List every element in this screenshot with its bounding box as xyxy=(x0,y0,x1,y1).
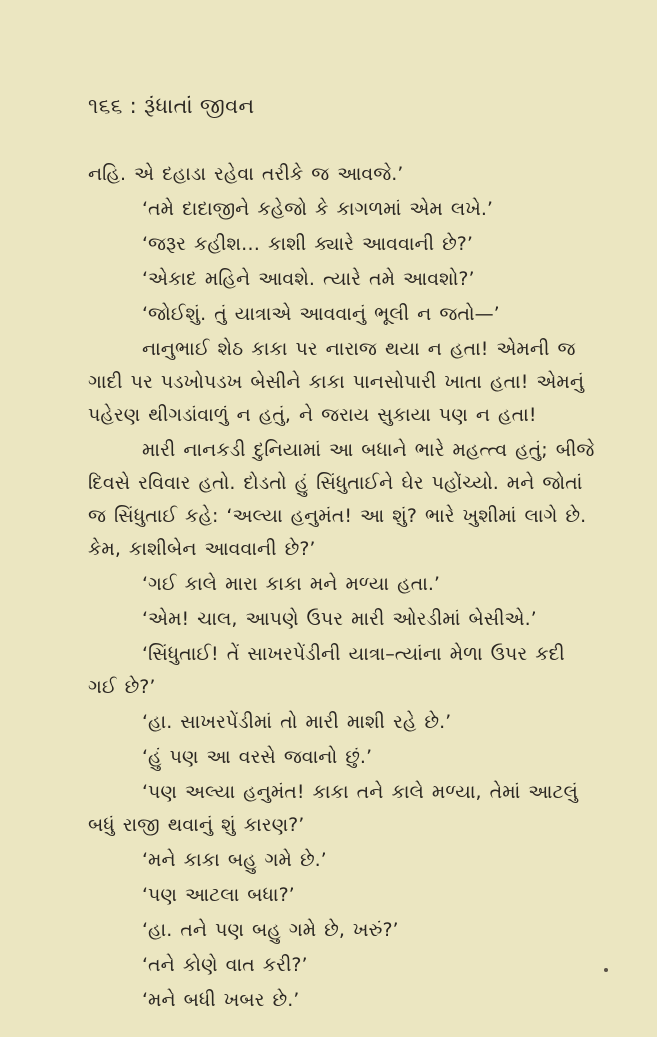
paragraph: ‘હા. તને પણ બહુ ગમે છે, ખરું?’ xyxy=(142,919,399,941)
paragraph: ‘મને કાકા બહુ ગમે છે.’ xyxy=(142,849,327,871)
paragraph: ‘હું પણ આ વરસે જવાનો છું.’ xyxy=(142,746,373,768)
paragraph: નહિ. એ દહાડા રહેવા તરીકે જ આવજે.’ xyxy=(88,163,404,185)
paragraph: નાનુભાઈ શેઠ કાકા પર નારાજ થયા ન હતા! એમની જ ગાદી પર પડખોપડખ બેસીને કાકા પાનસોપારી ખાતા હતા! એમનું પહેરણ થીગડાંવાળું ન હતું, ને જરાય સુકાયા પણ ન હતા! xyxy=(88,338,584,426)
paragraph: ‘મને બધી ખબર છે.’ xyxy=(142,989,300,1011)
paragraph: ‘ગઈ કાલે મારા કાકા મને મળ્યા હતા.’ xyxy=(142,573,440,595)
paragraph: ‘જોઈશું. તું યાત્રાએ આવવાનું ભૂલી ન જતો—’ xyxy=(142,303,500,325)
paragraph: ‘તને કોણે વાત કરી?’ xyxy=(142,954,308,976)
paragraph: ‘પણ અલ્યા હનુમંત! કાકા તને કાલે મળ્યા, તેમાં આટલું બધું રાજી થવાનું શું કારણ?’ xyxy=(88,781,578,836)
paragraph: ‘જરૂર કહીશ… કાશી ક્યારે આવવાની છે?’ xyxy=(142,233,473,255)
paragraph: ‘એમ! ચાલ, આપણે ઉપર મારી ઓરડીમાં બેસીએ.’ xyxy=(142,608,537,630)
paragraph: ‘તમે દાદાજીને કહેજો કે કાગળમાં એમ લખે.’ xyxy=(142,198,493,220)
paragraph: ‘પણ આટલા બધા?’ xyxy=(142,884,295,906)
paper-speck xyxy=(604,968,608,972)
paragraph: ‘એકાદ મહિને આવશે. ત્યારે તમે આવશો?’ xyxy=(142,268,475,290)
page-body xyxy=(88,158,599,1017)
paragraph: મારી નાનકડી દુનિયામાં આ બધાને ભારે મહત્ત્વ હતું; બીજે દિવસે રવિવાર હતો. દોડતો હું સિંધુતાઈને ઘેર પહોંચ્યો. મને જોતાં જ સિંધુતાઈ કહે: ‘અલ્યા હનુમંત! આ શું? ભારે ખુશીમાં લાગે છે. કેમ, કાશીબેન આવવાની છે?’ xyxy=(88,439,595,560)
paragraph: ‘સિંધુતાઈ! તેં સાખરપેંડીની યાત્રા–ત્યાંના મેળા ઉપર કદી ગઈ છે?’ xyxy=(88,643,565,698)
paragraph: ‘હા. સાખરપેંડીમાં તો મારી માશી રહે છે.’ xyxy=(142,711,452,733)
page-header: ૧૬૬ : રૂંધાતાં જીવન xyxy=(88,94,255,118)
